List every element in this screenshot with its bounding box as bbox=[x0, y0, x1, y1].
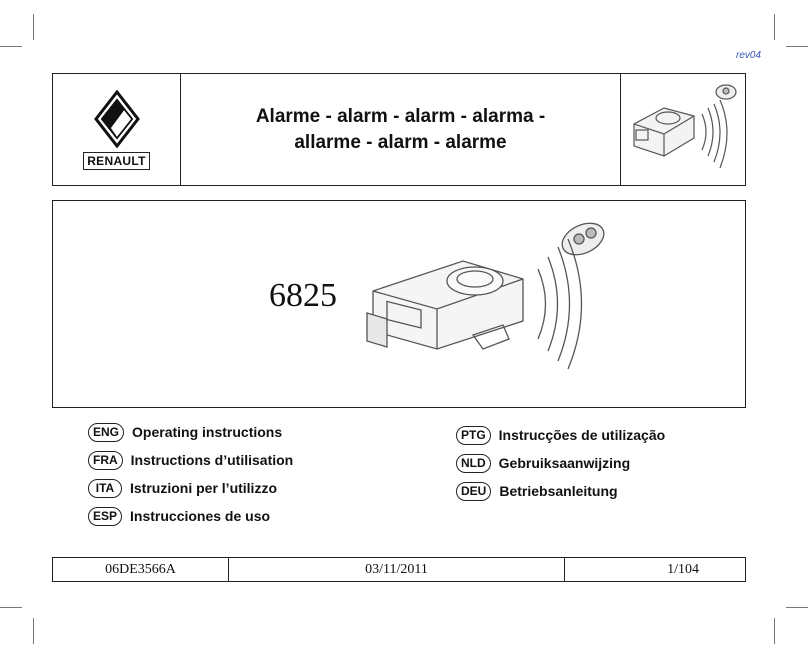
language-code: DEU bbox=[456, 482, 491, 501]
brand-name: RENAULT bbox=[83, 152, 150, 170]
alarm-thumbnail-icon bbox=[624, 78, 742, 182]
crop-mark bbox=[774, 14, 775, 40]
language-code: PTG bbox=[456, 426, 491, 445]
languages-left bbox=[88, 418, 293, 530]
language-code: ENG bbox=[88, 423, 124, 442]
model-number: 6825 bbox=[269, 277, 337, 314]
language-text: Gebruiksaanwijzing bbox=[498, 455, 631, 471]
language-item bbox=[88, 474, 293, 502]
languages-right bbox=[456, 421, 665, 505]
crop-mark bbox=[33, 618, 34, 644]
title-line-1: Alarme - alarm - alarm - alarma - bbox=[255, 105, 546, 127]
footer-table bbox=[52, 557, 746, 582]
title-cell bbox=[181, 74, 621, 185]
crop-mark bbox=[0, 46, 22, 47]
logo-cell bbox=[53, 74, 181, 185]
language-item bbox=[88, 502, 293, 530]
page-number: 1/104 bbox=[667, 561, 699, 577]
language-code: ITA bbox=[88, 479, 122, 498]
language-text: Instrucciones de uso bbox=[130, 508, 271, 524]
renault-diamond-icon bbox=[94, 90, 140, 148]
language-text: Operating instructions bbox=[132, 424, 283, 440]
crop-mark bbox=[33, 14, 34, 40]
language-item bbox=[88, 418, 293, 446]
document-number: 06DE3566A bbox=[53, 558, 229, 581]
language-text: Instrucções de utilização bbox=[498, 427, 666, 443]
language-code: FRA bbox=[88, 451, 123, 470]
language-code: NLD bbox=[456, 454, 491, 473]
crop-mark bbox=[774, 618, 775, 644]
document-date: 03/11/2011 bbox=[229, 558, 565, 581]
revision-label: rev04 bbox=[736, 50, 762, 61]
thumbnail-cell bbox=[621, 74, 745, 185]
language-item bbox=[456, 449, 665, 477]
header-box bbox=[52, 73, 746, 186]
crop-mark bbox=[786, 607, 808, 608]
language-text: Instructions d’utilisation bbox=[130, 452, 294, 468]
crop-mark bbox=[786, 46, 808, 47]
crop-mark bbox=[0, 607, 22, 608]
language-code: ESP bbox=[88, 507, 122, 526]
title-line-2: allarme - alarm - alarme bbox=[294, 131, 507, 153]
product-box bbox=[52, 200, 746, 408]
language-item bbox=[456, 477, 665, 505]
language-text: Istruzioni per l’utilizzo bbox=[130, 480, 277, 496]
language-text: Betriebsanleitung bbox=[499, 483, 618, 499]
language-item bbox=[88, 446, 293, 474]
alarm-unit-with-remote-icon bbox=[353, 209, 613, 379]
language-item bbox=[456, 421, 665, 449]
